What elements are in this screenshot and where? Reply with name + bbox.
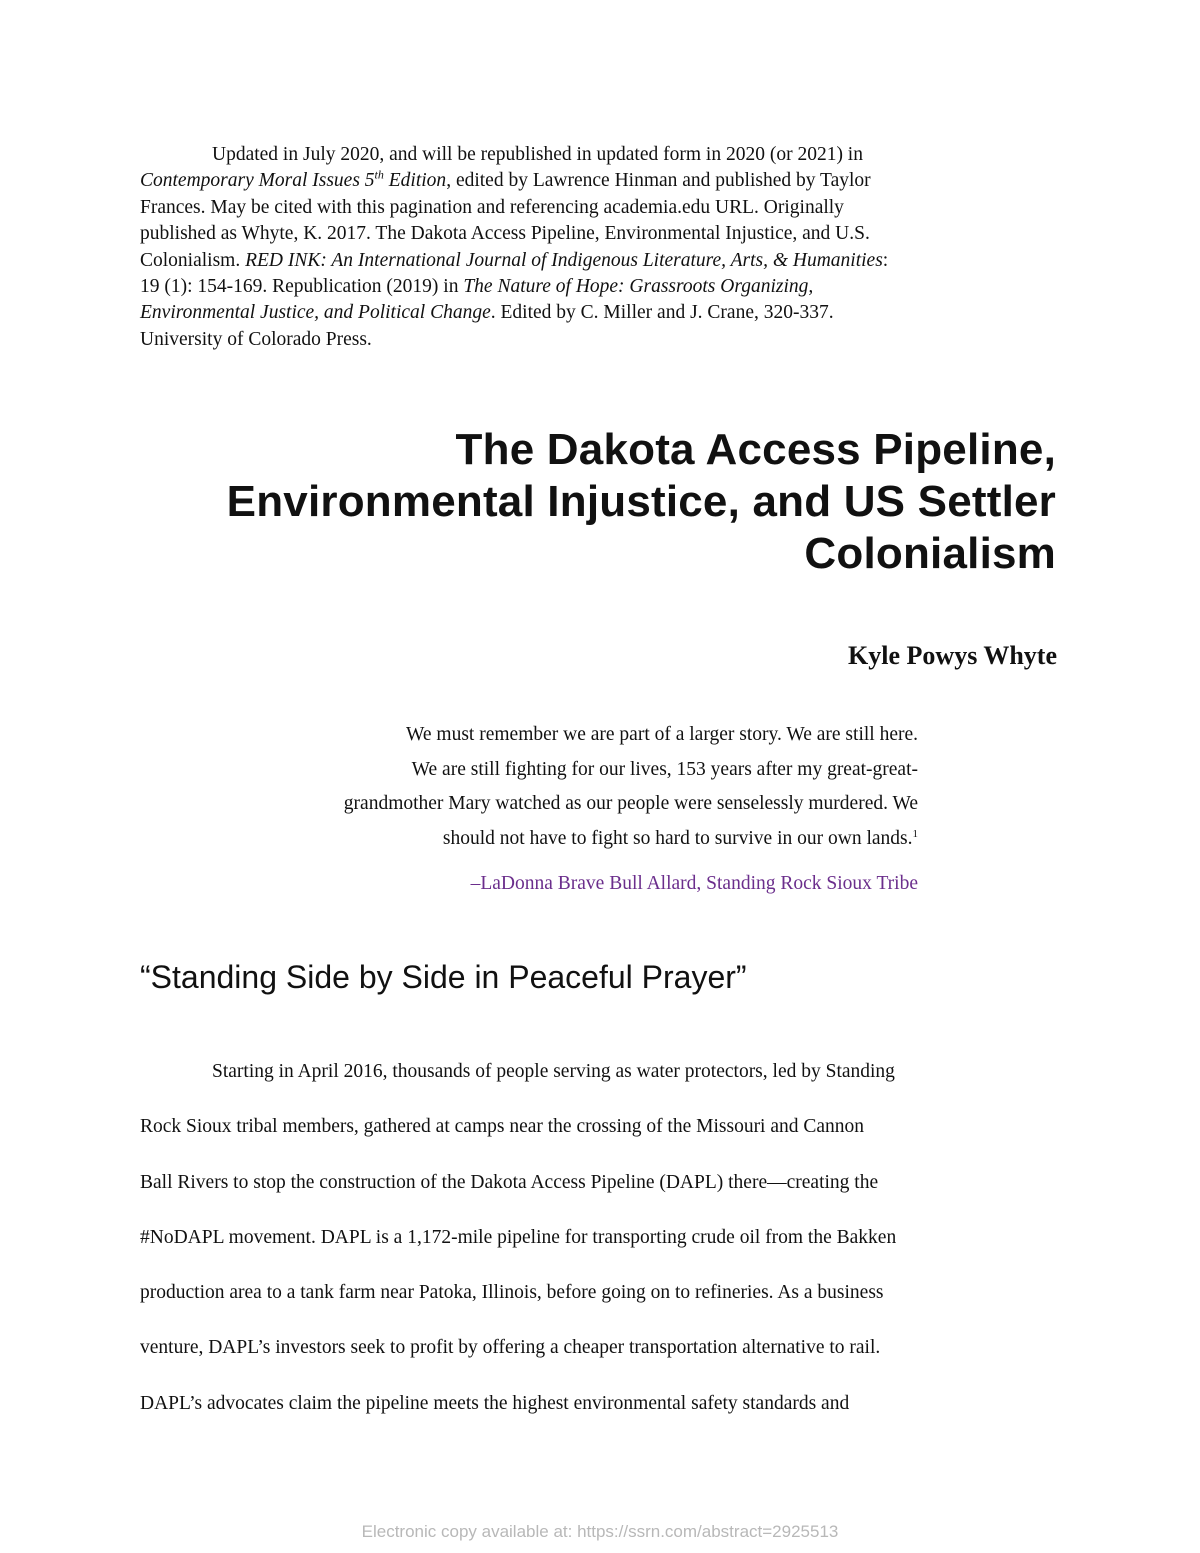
note-text: : <box>882 249 889 271</box>
note-line <box>140 274 1040 300</box>
epigraph-line: We must remember we are part of a larger story. We are still here. <box>406 724 918 745</box>
title-line: Environmental Injustice, and US Settler <box>226 477 1056 526</box>
section-heading: “Standing Side by Side in Peaceful Prayer” <box>140 959 747 995</box>
note-italic-title-end: Edition <box>383 170 447 192</box>
body-line: Ball Rivers to stop the construction of the Dakota Access Pipeline (DAPL) there—creating the <box>140 1171 879 1193</box>
note-line <box>140 168 1040 194</box>
note-italic-title: Contemporary Moral Issues 5 <box>140 170 375 192</box>
note-text: Colonialism. <box>140 249 246 271</box>
author-name: Kyle Powys Whyte <box>848 641 1057 670</box>
note-line: University of Colorado Press. <box>140 328 372 350</box>
footnote-ref[interactable]: 1 <box>912 827 918 840</box>
body-line: venture, DAPL’s investors seek to profit by offering a cheaper transportation alternative to rail. <box>140 1337 881 1359</box>
body-line: production area to a tank farm near Patoka, Illinois, before going on to refineries. As a business <box>140 1282 884 1304</box>
body-paragraph <box>140 1044 1056 1431</box>
note-superscript: th <box>374 167 384 182</box>
body-line: DAPL’s advocates claim the pipeline meets the highest environmental safety standards and <box>140 1392 850 1414</box>
title-line: The Dakota Access Pipeline, <box>455 425 1056 474</box>
epigraph-line: grandmother Mary watched as our people were senselessly murdered. We <box>343 793 918 815</box>
ssrn-footer: Electronic copy available at: https://ssrn.com/abstract=2925513 <box>361 1522 839 1541</box>
publication-note <box>140 142 1040 353</box>
epigraph-line: We are still fighting for our lives, 153 years after my great-great- <box>411 758 918 780</box>
body-line: #NoDAPL movement. DAPL is a 1,172-mile pipeline for transporting crude oil from the Bakken <box>140 1226 897 1248</box>
note-text: , edited by Lawrence Hinman and published by Taylor <box>446 170 871 192</box>
note-line: Frances. May be cited with this pagination and referencing academia.edu URL. Originally <box>140 196 844 218</box>
epigraph-attribution: –LaDonna Brave Bull Allard, Standing Rock Sioux Tribe <box>470 873 918 894</box>
note-italic-book: Environmental Justice, and Political Change <box>140 302 491 324</box>
note-line: published as Whyte, K. 2017. The Dakota Access Pipeline, Environmental Injustice, and U.S. <box>140 223 870 245</box>
epigraph-line: should not have to fight so hard to survive in our own lands.$^1$ <box>442 827 918 849</box>
note-text: 19 (1): 154-169. Republication (2019) in <box>140 276 464 298</box>
epigraph-quote <box>180 718 918 856</box>
note-line: Updated in July 2020, and will be republished in updated form in 2020 (or 2021) in <box>212 144 863 165</box>
title-line: Colonialism <box>804 529 1056 578</box>
body-line: Starting in April 2016, thousands of people serving as water protectors, led by Standing <box>212 1061 895 1082</box>
note-line <box>140 300 1040 326</box>
body-line: Rock Sioux tribal members, gathered at camps near the crossing of the Missouri and Cannon <box>140 1116 865 1138</box>
note-text: . Edited by C. Miller and J. Crane, 320-337. <box>490 302 834 324</box>
note-italic-book: The Nature of Hope: Grassroots Organizing, <box>463 276 814 298</box>
note-italic-journal: RED INK: An International Journal of Indigenous Literature, Arts, & Humanities <box>245 249 883 271</box>
note-line <box>140 248 1040 274</box>
paper-title <box>140 424 1056 580</box>
